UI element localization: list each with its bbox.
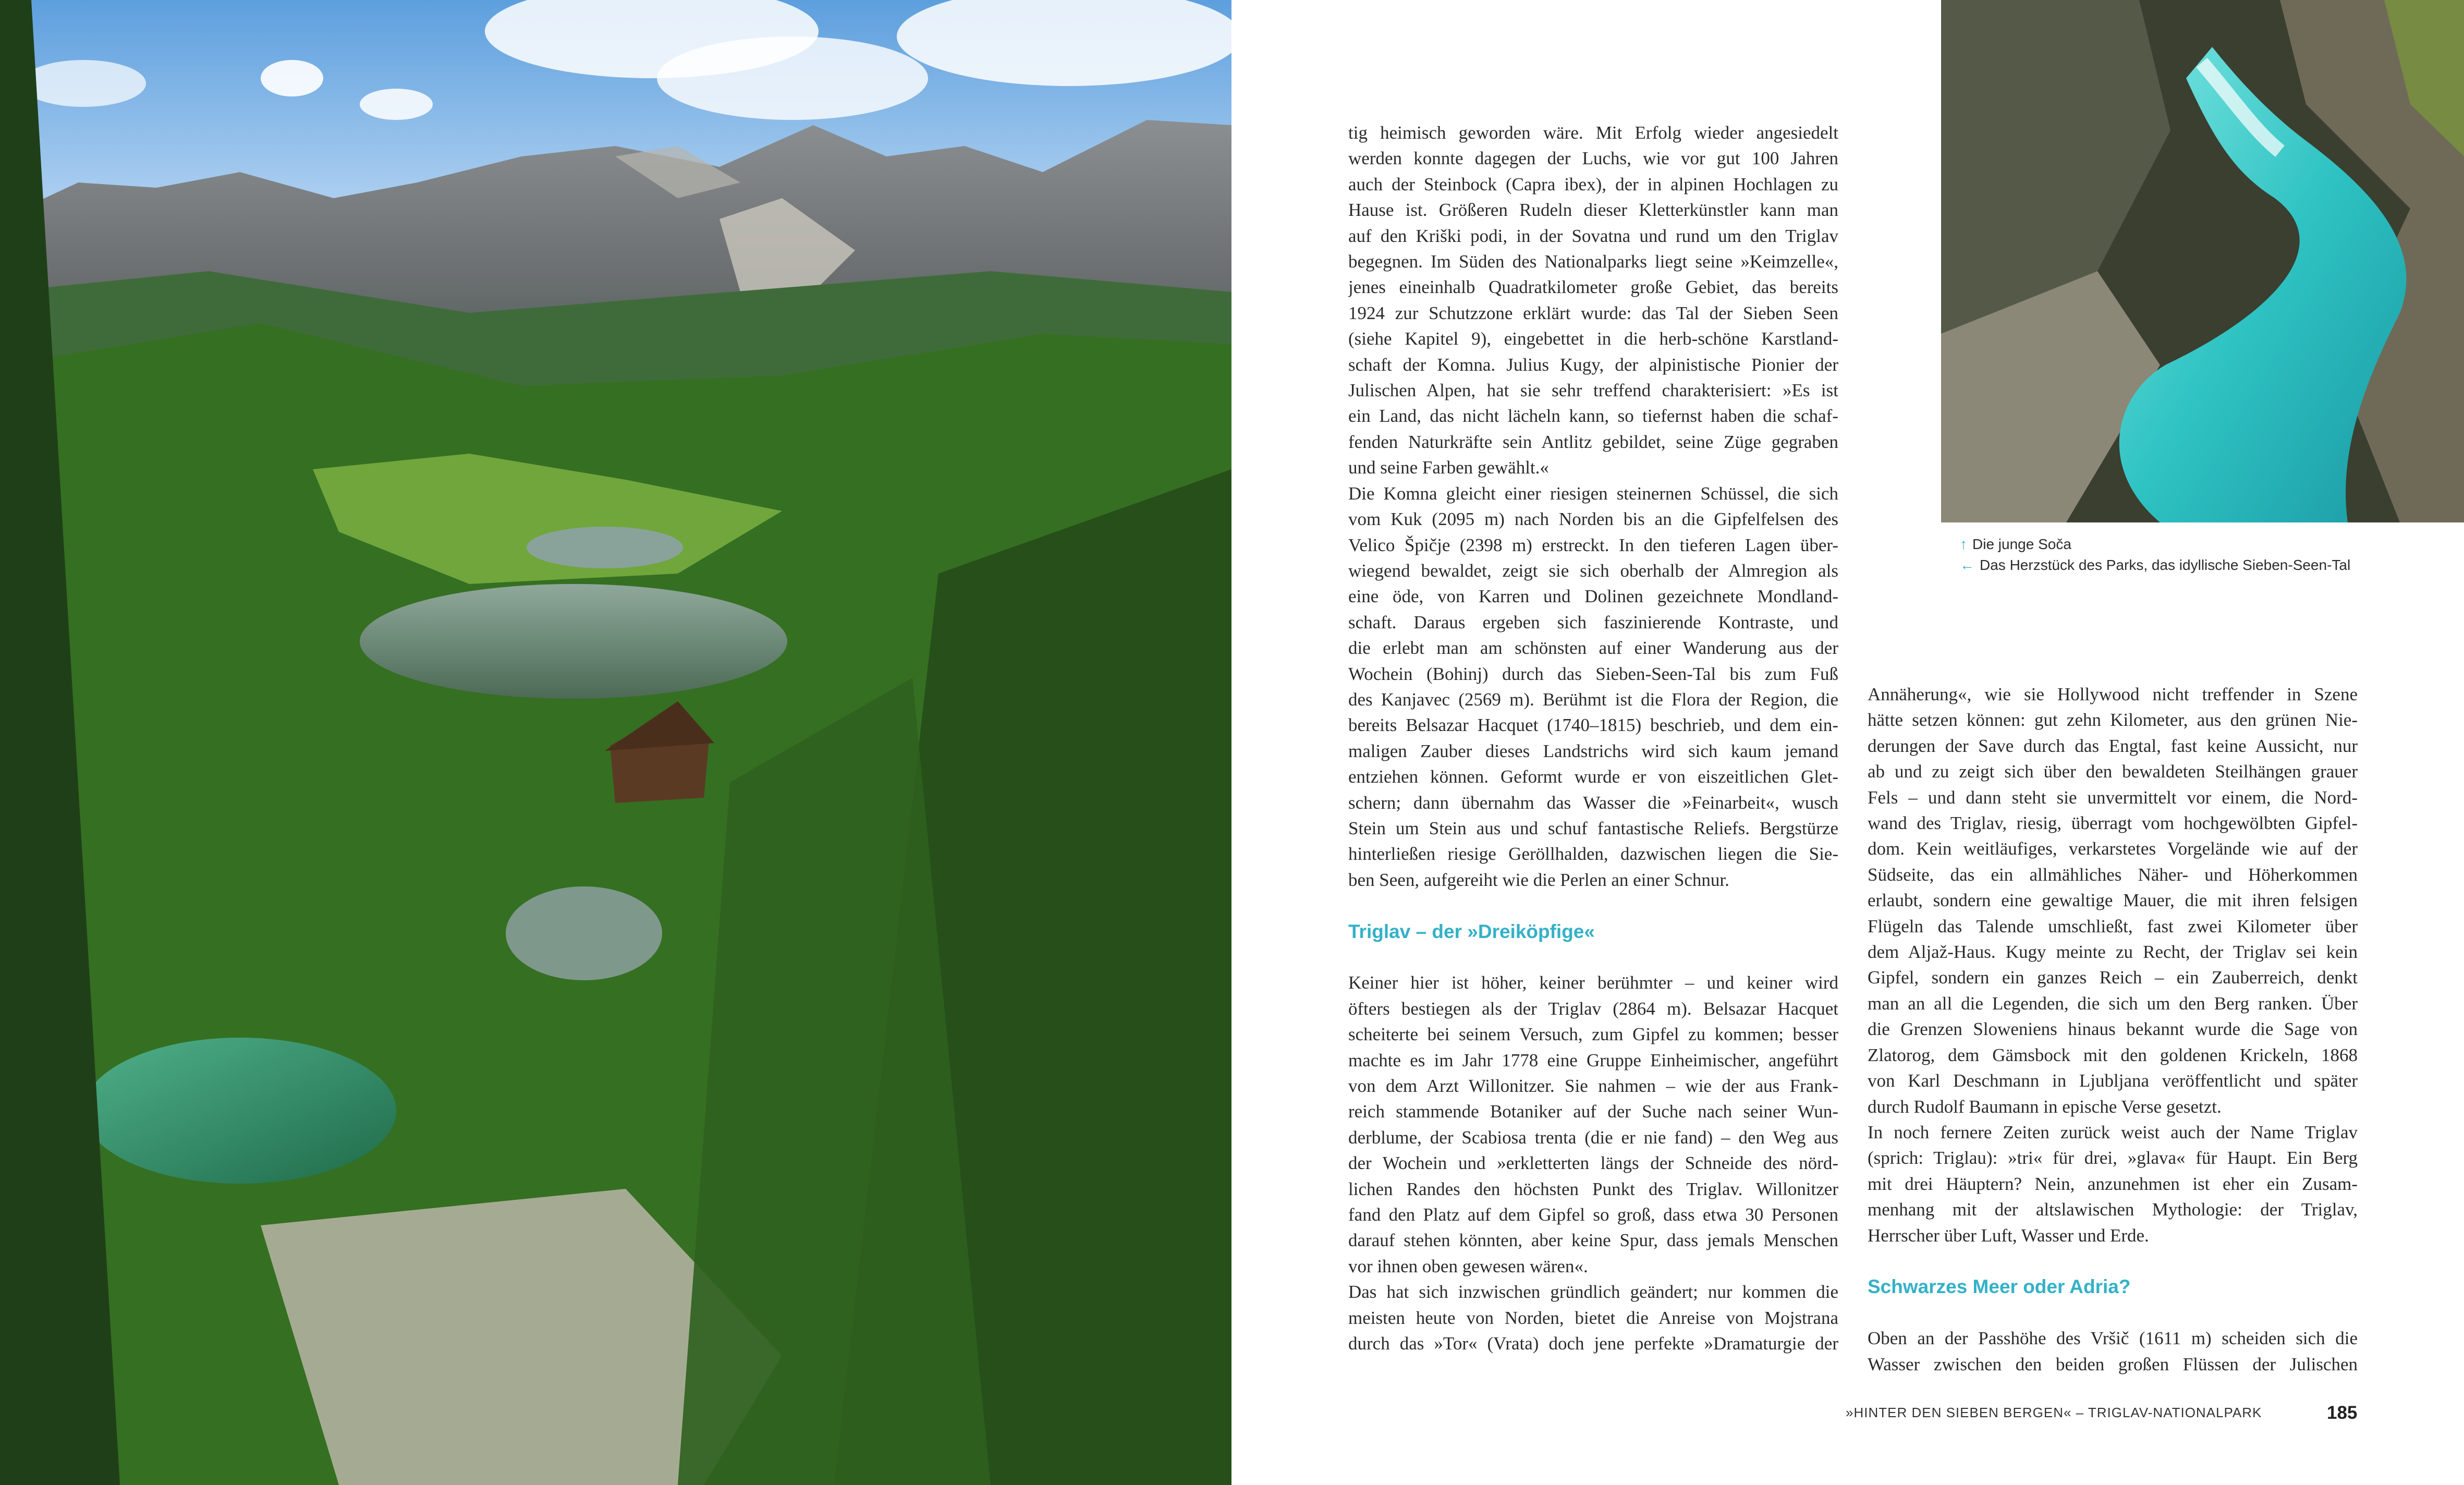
text-line: (siehe Kapitel 9), eingebettet in die herb-schöne Karstland-	[1348, 328, 1838, 349]
text-line: hätte setzen können: gut zehn Kilometer, aus den grünen Nie-	[1868, 710, 2358, 731]
text-line: auch der Steinbock (Capra ibex), der in alpinen Hochlagen zu	[1348, 174, 1838, 194]
text-line: Hause ist. Größeren Rudeln dieser Kletterkünstler kann man	[1348, 200, 1838, 221]
text-line: von Karl Deschmann in Ljubljana veröffentlicht und später	[1868, 1070, 2358, 1091]
text-line: öfters bestiegen als der Triglav (2864 m). Belsazar Hacquet	[1348, 998, 1838, 1019]
text-line: bereits Belsazar Hacquet (1740–1815) beschrieb, und dem ein-	[1348, 715, 1838, 736]
text-line: der Wochein und »erkletterten längs der Schneide des nörd-	[1348, 1153, 1838, 1174]
text-line: meisten heute von Norden, bietet die Anreise von Mojstrana	[1348, 1307, 1838, 1328]
text-line: Herrscher über Luft, Wasser und Erde.	[1868, 1225, 2149, 1246]
spacer	[1348, 893, 1838, 918]
text-line: Südseite, das ein allmähliches Näher- und Höherkommen	[1868, 864, 2358, 885]
arrow-left-icon: ←	[1960, 557, 1974, 573]
text-line: Das hat sich inzwischen gründlich geändert; nur kommen die	[1348, 1282, 1838, 1303]
text-line: hinterließen riesige Geröllhalden, dazwischen liegen die Sie-	[1348, 844, 1838, 865]
text-line: vor ihnen oben gewesen wären«.	[1348, 1256, 1588, 1276]
text-line: Velico Špičje (2398 m) erstreckt. In den tieferen Lagen über-	[1348, 534, 1838, 555]
text-line: machte es im Jahr 1778 eine Gruppe Einheimischer, angeführt	[1348, 1050, 1838, 1070]
text-line: schern; dann übernahm das Wasser die »Feinarbeit«, wusch	[1348, 792, 1838, 813]
paragraph	[1868, 1119, 2358, 1248]
caption-left	[1960, 555, 2450, 576]
text-line: schaft. Daraus ergeben sich faszinierende Kontraste, und	[1348, 612, 1838, 632]
text-line: tig heimisch geworden wäre. Mit Erfolg wieder angesiedelt	[1348, 123, 1838, 143]
landscape-illustration	[0, 0, 1231, 1485]
text-line: In noch fernere Zeiten zurück weist auch der Name Triglav	[1868, 1122, 2358, 1142]
text-line: dom. Kein weitläufiges, verkarstetes Vorgelände wie auf der	[1868, 838, 2358, 859]
paragraph	[1348, 970, 1838, 1279]
text-line: Flügeln das Talende umschließt, fast zwei Kilometer über	[1868, 916, 2358, 936]
text-line: werden konnte dagegen der Luchs, wie vor gut 100 Jahren	[1348, 148, 1838, 169]
text-line: Keiner hier ist höher, keiner berühmter – und keiner wird	[1348, 972, 1838, 993]
text-line: Stein um Stein aus und schuf fantastische Reliefs. Bergstürze	[1348, 818, 1838, 838]
soca-river-photo	[1941, 0, 2464, 522]
spacer	[1868, 1248, 2358, 1274]
paragraph	[1868, 681, 2358, 1119]
right-page	[1231, 0, 2464, 1485]
text-line: menhang mit der altslawischen Mythologie: der Triglav,	[1868, 1199, 2358, 1220]
text-line: Wochein (Bohinj) durch das Sieben-Seen-Tal bis zum Fuß	[1348, 663, 1838, 684]
text-line: fenden Naturkräfte sein Antlitz gebildet, seine Züge gegraben	[1348, 431, 1838, 452]
text-line: Oben an der Passhöhe des Vršič (1611 m) scheiden sich die	[1868, 1328, 2358, 1349]
caption-top-text: Die junge Soča	[1972, 536, 2071, 552]
caption-left-text: Das Herzstück des Parks, das idyllische Sieben-Seen-Tal	[1980, 557, 2351, 573]
text-line: Annäherung«, wie sie Hollywood nicht treffender in Szene	[1868, 684, 2358, 704]
text-line: Fels – und dann steht sie unvermittelt vor einem, die Nord-	[1868, 787, 2358, 808]
page-number: 185	[2327, 1403, 2358, 1423]
text-line: Die Komna gleicht einer riesigen steinernen Schüssel, die sich	[1348, 483, 1838, 504]
text-line: dem Aljaž-Haus. Kugy meinte zu Recht, der Triglav sei kein	[1868, 942, 2358, 963]
text-line: erlaubt, sondern eine gewaltige Mauer, die mit ihren felsigen	[1868, 890, 2358, 911]
text-line: die erlebt man am schönsten auf einer Wanderung aus der	[1348, 638, 1838, 659]
paragraph	[1348, 481, 1838, 893]
text-line: von dem Arzt Willonitzer. Sie nahmen – wie der aus Frank-	[1348, 1076, 1838, 1096]
text-line: Wasser zwischen den beiden großen Flüssen der Julischen	[1868, 1354, 2358, 1374]
text-line: die Grenzen Sloweniens hinaus bekannt wurde die Sage von	[1868, 1019, 2358, 1040]
text-line: begegnen. Im Süden des Nationalparks liegt seine »Keimzelle«,	[1348, 251, 1838, 272]
text-column-2	[1868, 681, 2358, 1377]
text-line: Julischen Alpen, hat sie sehr treffend charakterisiert: »Es ist	[1348, 380, 1838, 401]
text-line: ben Seen, aufgereiht wie die Perlen an einer Schnur.	[1348, 869, 1729, 890]
text-line: wand des Triglav, riesig, überragt vom hochgewölbten Gipfel-	[1868, 813, 2358, 834]
paragraph	[1348, 120, 1838, 481]
text-line: (sprich: Triglau): »tri« für drei, »glava« für Haupt. Ein Berg	[1868, 1148, 2358, 1168]
text-line: jenes eineinhalb Quadratkilometer große Gebiet, das bereits	[1348, 277, 1838, 298]
text-line: des Kanjavec (2569 m). Berühmt ist die Flora der Region, die	[1348, 689, 1838, 710]
text-line: durch Rudolf Baumann in epische Verse gesetzt.	[1868, 1096, 2222, 1117]
text-line: scheiterte bei seinem Versuch, zum Gipfel zu kommen; besser	[1348, 1024, 1838, 1045]
text-line: schaft der Komna. Julius Kugy, der alpinistische Pionier der	[1348, 354, 1838, 375]
caption-top	[1960, 534, 2450, 555]
section-heading-adria: Schwarzes Meer oder Adria?	[1868, 1276, 2131, 1298]
text-line: eine öde, von Karren und Dolinen gezeichnete Mondland-	[1348, 586, 1838, 607]
text-line: durch das »Tor« (Vrata) doch jene perfekte »Dramaturgie der	[1348, 1333, 1838, 1354]
text-line: mit drei Häuptern? Nein, anzunehmen ist eher ein Zusam-	[1868, 1173, 2358, 1194]
river-illustration	[1941, 0, 2464, 522]
text-line: Zlatorog, dem Gämsbock mit den goldenen Krickeln, 1868	[1868, 1044, 2358, 1065]
text-line: Gipfel, sondern ein ganzes Reich – ein Zauberreich, denkt	[1868, 967, 2358, 988]
text-line: darauf stehen könnten, aber keine Spur, dass jemals Menschen	[1348, 1230, 1838, 1251]
text-line: ein Land, das nicht lächeln kann, so tiefernst haben die schaf-	[1348, 406, 1838, 427]
text-line: entziehen können. Geformt wurde er von eiszeitlichen Glet-	[1348, 766, 1838, 787]
text-column-1	[1348, 120, 1838, 1356]
text-line: man an all die Legenden, die sich um den Berg ranken. Über	[1868, 993, 2358, 1014]
seven-lakes-valley-photo	[0, 0, 1231, 1485]
paragraph	[1348, 1279, 1838, 1356]
spacer	[1868, 1300, 2358, 1325]
text-line: vom Kuk (2095 m) nach Norden bis an die Gipfelfelsen des	[1348, 509, 1838, 530]
text-line: maligen Zauber dieses Landstrichs wird sich kaum jemand	[1348, 740, 1838, 761]
text-line: derblume, der Scabiosa trenta (die er nie fand) – den Weg aus	[1348, 1127, 1838, 1148]
text-line: ab und zu zeigt sich über den bewaldeten Steilhängen grauer	[1868, 761, 2358, 782]
text-line: und seine Farben gewählt.«	[1348, 457, 1549, 478]
text-line: auf den Kriški podi, in der Sovatna und rund um den Triglav	[1348, 225, 1838, 246]
spacer	[1348, 944, 1838, 970]
text-line: reich stammende Botaniker auf der Suche nach seiner Wun-	[1348, 1101, 1838, 1122]
running-head: »HINTER DEN SIEBEN BERGEN« – TRIGLAV-NATIONALPARK	[1846, 1405, 2262, 1420]
section-heading-triglav: Triglav – der »Dreiköpfige«	[1348, 920, 1595, 942]
text-line: lichen Randes den höchsten Punkt des Triglav. Willonitzer	[1348, 1178, 1838, 1199]
arrow-up-icon: ↑	[1960, 536, 1967, 552]
text-line: derungen der Save durch das Engtal, fast keine Aussicht, nur	[1868, 735, 2358, 756]
text-line: fand den Platz auf dem Gipfel so groß, dass etwa 30 Personen	[1348, 1204, 1838, 1225]
paragraph	[1868, 1325, 2358, 1377]
text-line: 1924 zur Schutzzone erklärt wurde: das Tal der Sieben Seen	[1348, 302, 1838, 323]
text-line: wiegend bewaldet, zeigt sie sich oberhalb der Almregion als	[1348, 560, 1838, 581]
